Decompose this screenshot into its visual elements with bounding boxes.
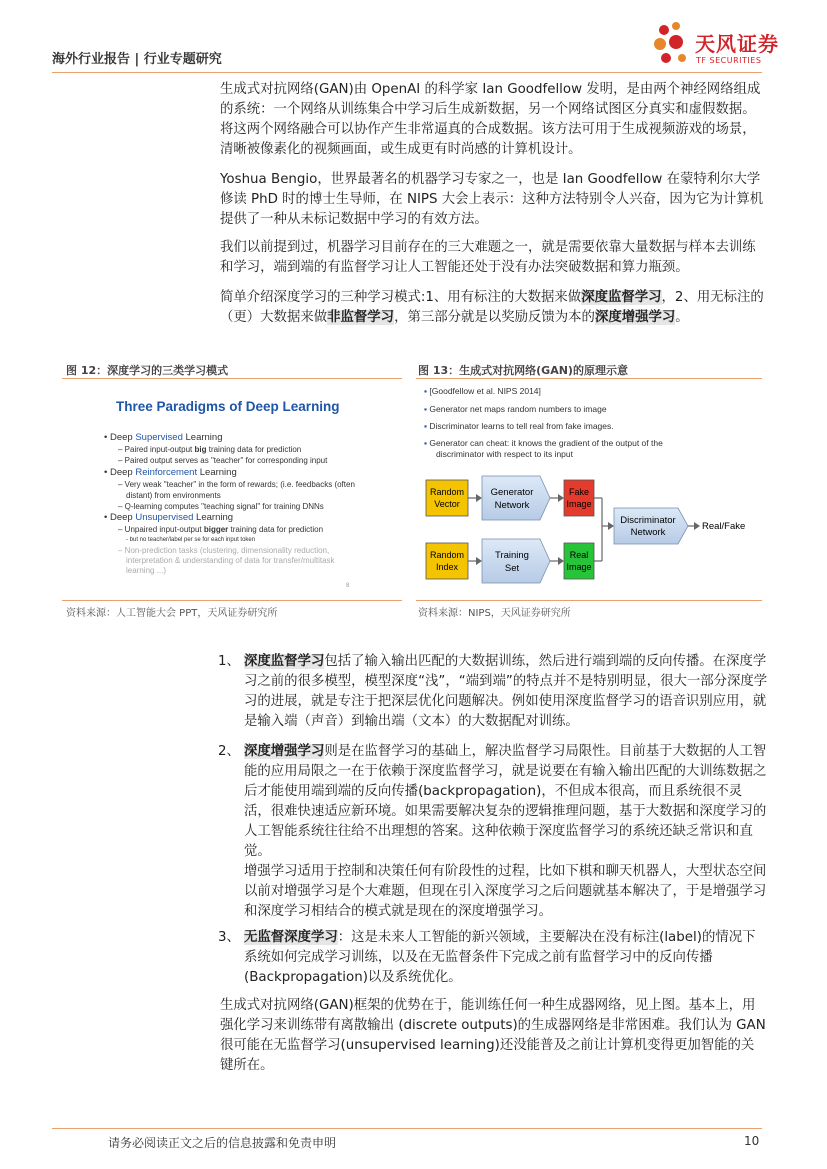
figure-13-source: 资料来源：NIPS，天风证券研究所 <box>418 608 571 619</box>
paragraph-gan-advantage: 生成式对抗网络(GAN)框架的优势在于，能训练任何一种生成器网络，见上图。基本上，用强化学习来训练带有离散输出 (discrete outputs)的生成器网络是非常困难。我们认为 GAN 很可能在无监督学习(unsupervised learning)还没能普及之前让计算机变得更加智能的关键所在。 <box>220 998 766 1073</box>
paragraph-three-modes: 简单介绍深度学习的三种学习模式:1、用有标注的大数据来做深度监督学习，2、用无标注的（更）大数据来做非监督学习，第三部分就是以奖励反馈为本的深度增强学习。 <box>220 290 764 325</box>
footer-divider <box>52 1128 762 1129</box>
figure-12-title: 图 12：深度学习的三类学习模式 <box>66 364 229 377</box>
fig12-supervised-line: • Deep Supervised Learning <box>104 432 223 443</box>
header-section-label: 海外行业报告 | 行业专题研究 <box>52 52 222 67</box>
list-number: 3、 <box>218 930 240 945</box>
arrowhead-4 <box>694 522 700 530</box>
figure-12-source: 资料来源：人工智能大会 PPT，天风证券研究所 <box>66 608 278 619</box>
arrowhead-3 <box>608 522 614 530</box>
fake-image-box <box>564 480 594 516</box>
fig12-reinforcement-line: • Deep Reinforcement Learning <box>104 467 237 478</box>
figure-12-bottom-rule <box>62 600 402 601</box>
logo-text: 天风证券 <box>695 32 779 56</box>
list-item <box>218 652 768 732</box>
training-label-1: Training <box>495 550 529 561</box>
list-term: 深度监督学习 <box>244 654 325 669</box>
training-set-shape <box>482 539 550 583</box>
discriminator-label-2: Network <box>630 527 666 538</box>
list-text: 包括了输入输出匹配的大数据训练，然后进行端到端的反向传播。在深度学习之前的很多模型，模型深度“浅”，“端到端”的特点并不是特别明显，很大一部分深度学习的进展，就是专注于把深层优化问题解决。例如使用深度监督学习的语音识别应用，就是输入端（声音）到输出端（文本）的大数据配对训练。 <box>244 654 768 729</box>
fig12-rl-detail-2: – Q-learning computes "teaching signal" for training DNNs <box>118 502 324 511</box>
fig12-un-detail-1: – Unpaired input-output bigger training data for prediction <box>118 525 324 534</box>
list-item <box>218 928 768 988</box>
list-text: ：这是未来人工智能的新兴领域，主要解决在没有标注(label)的情况下系统如何完成学习训练，以及在无监督条件下完成之前有监督学习中的反向传播(Backpropagation)以及系统优化。 <box>244 930 756 985</box>
random-vector-label-1: Random <box>429 487 465 497</box>
random-index-label-2: Index <box>435 562 459 572</box>
real-fake-output-label: Real/Fake <box>702 521 746 532</box>
fig12-un-detail-2: - but no teacher/label per se for each input token <box>126 537 256 543</box>
fig13-bullet-4: ▪ Generator can cheat: it knows the gradient of the output of the <box>424 438 663 448</box>
page-number: 10 <box>744 1134 760 1148</box>
figure-12-heading: Three Paradigms of Deep Learning <box>116 399 340 414</box>
paragraph-gan-intro: 生成式对抗网络(GAN)由 OpenAI 的科学家 Ian Goodfellow 发明，是由两个神经网络组成的系统：一个网络从训练集合中学习后生成新数据，另一个网络试图区分真实和虚假数据。将这两个网络融合可以协作产生非常逼真的合成数据。该方法可用于生成视频游戏的场景，清晰被像素化的视频画面，或生成更有时尚感的计算机设计。 <box>220 82 761 157</box>
real-image-box <box>564 543 594 579</box>
generator-network-shape <box>482 476 550 520</box>
paragraph-bengio: Yoshua Bengio，世界最著名的机器学习专家之一，也是 Ian Goodfellow 在蒙特利尔大学修读 PhD 时的博士生导师，在 NIPS 大会上表示：这种方法特别令人兴奋，因为它为计算机提供了一种从未标记数据中学习的有效方法。 <box>220 172 764 227</box>
fig12-rl-detail-1: – Very weak "teacher" in the form of rewards; (i.e. feedbacks (often <box>118 480 355 489</box>
fig12-slide-number: 8 <box>346 583 350 589</box>
real-label-2: Image <box>566 562 592 572</box>
gan-diagram <box>416 468 762 598</box>
figure-13-top-rule <box>416 378 762 379</box>
list-term: 无监督深度学习 <box>244 930 338 945</box>
fig12-nonpred-2: interpretation & understanding of data for transfer/multitask <box>126 556 335 565</box>
list-text-extra: 增强学习适用于控制和决策任何有阶段性的过程，比如下棋和聊天机器人，大型状态空间以前对增强学习是个大难题，但现在引入深度学习之后问题就基本解决了，于是增强学习和深度学习相结合的模式就是现在的深度增强学习。 <box>244 864 767 919</box>
training-label-2: Set <box>504 563 520 574</box>
list-text: 则是在监督学习的基础上，解决监督学习局限性。目前基于大数据的人工智能的应用局限之一在于依赖于深度监督学习，就是说要在有输入输出匹配的大训练数据之后才能使用端到端的反向传播(backpropagation)，不但成本很高，而且系统很不灵活，很难快速适应新环境。如果需要解决复杂的逻辑推理问题，基于大数据和深度学习的人工智能系统往往给不出理想的答案。这种依赖于深度监督学习的系统还缺乏常识和直觉。 <box>244 744 767 859</box>
fake-label-2: Image <box>566 499 592 509</box>
figure-12-top-rule <box>62 378 402 379</box>
random-index-label-1: Random <box>429 550 465 560</box>
real-label-1: Real <box>569 550 589 560</box>
discriminator-network-shape <box>614 508 688 544</box>
footer-disclaimer: 请务必阅读正文之后的信息披露和免责申明 <box>108 1136 337 1150</box>
paragraph-difficulties: 我们以前提到过，机器学习目前存在的三大难题之一，就是需要依靠大量数据与样本去训练和学习，端到端的有监督学习让人工智能还处于没有办法突破数据和算力瓶颈。 <box>220 240 756 275</box>
arrowhead-1 <box>476 494 482 502</box>
fig12-sup-detail-2: – Paired output serves as "teacher" for corresponding input <box>118 456 328 465</box>
generator-label-2: Network <box>494 500 530 511</box>
fig13-bullet-2: ▪ Generator net maps random numbers to image <box>424 404 607 414</box>
header-divider <box>52 72 762 73</box>
random-vector-label-2: Vector <box>434 499 460 509</box>
list-term: 深度增强学习 <box>244 744 325 759</box>
fig13-bullet-1: ▪ [Goodfellow et al. NIPS 2014] <box>424 386 541 396</box>
fig12-nonpred-3: learning ...) <box>126 566 167 575</box>
random-vector-box <box>426 480 468 516</box>
random-index-box <box>426 543 468 579</box>
list-item <box>218 742 768 922</box>
fig13-bullet-3: ▪ Discriminator learns to tell real from fake images. <box>424 421 614 431</box>
figure-13-title: 图 13：生成式对抗网络(GAN)的原理示意 <box>418 364 628 377</box>
generator-label-1: Generator <box>490 487 534 498</box>
fig12-sup-detail-1: – Paired input-output big training data for prediction <box>118 445 302 454</box>
fig12-nonpred-1: – Non-prediction tasks (clustering, dimensionality reduction, <box>118 546 330 555</box>
arrowhead-2 <box>558 494 564 502</box>
fake-label-1: Fake <box>568 487 590 497</box>
fig13-bullet-4-cont: discriminator with respect to its input <box>436 449 573 459</box>
arrowhead-6 <box>558 557 564 565</box>
fig12-rl-detail-1b: distant) from environments <box>126 491 221 500</box>
list-number: 1、 <box>218 654 240 669</box>
figure-13-bottom-rule <box>416 600 762 601</box>
logo-subtext: TF SECURITIES <box>696 56 762 65</box>
list-number: 2、 <box>218 744 240 759</box>
discriminator-label-1: Discriminator <box>620 515 676 526</box>
arrowhead-5 <box>476 557 482 565</box>
fig12-unsupervised-line: • Deep Unsupervised Learning <box>104 512 234 523</box>
